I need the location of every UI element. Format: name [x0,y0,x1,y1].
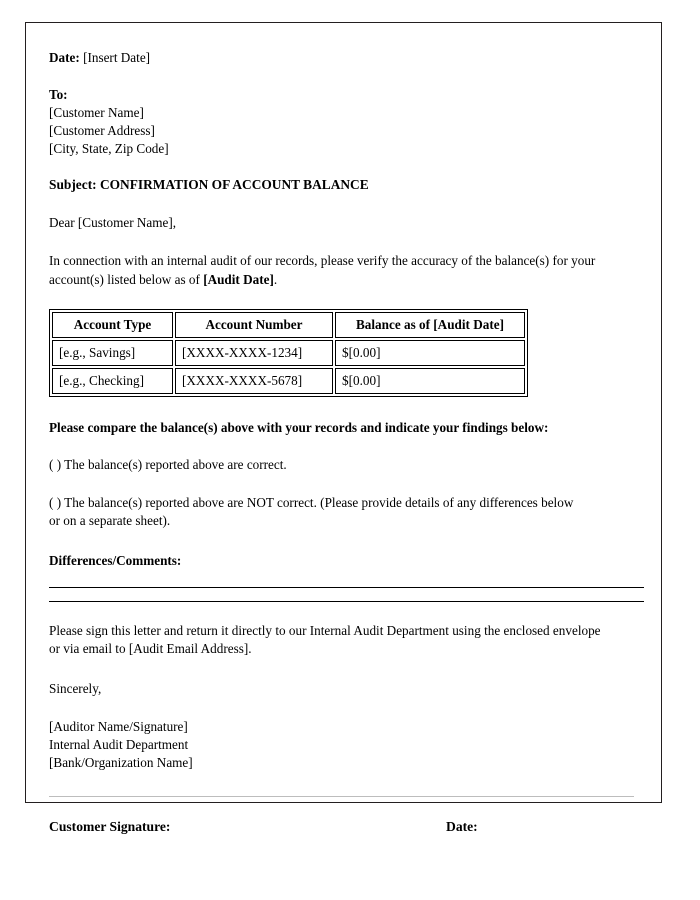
table-row [52,368,525,394]
comment-write-line-1 [49,587,644,588]
to-label: To: [49,87,68,102]
compare-instruction: Please compare the balance(s) above with your records and indicate your findings below: [49,420,549,435]
option-balance-correct[interactable]: ( ) The balance(s) reported above are correct. [49,457,287,472]
footer-divider [49,796,634,797]
date-line [49,49,644,67]
differences-comments-label: Differences/Comments: [49,552,182,568]
date-label: Date: [49,50,80,65]
header-account-type: Account Type [52,312,173,338]
comment-write-line-2 [49,601,644,602]
document-page-frame [25,22,662,834]
subject-label: Subject: [49,177,97,192]
return-instruction: Please sign this letter and return it directly to our Internal Audit Department using the enclosed envelope or via email to [Audit Email Address]. [49,622,601,656]
intro-audit-date: [Audit Date] [203,271,274,287]
balance-table-wrapper [49,309,644,397]
cell-account-type: [e.g., Savings] [52,340,173,366]
table-row [52,340,525,366]
recipient-block [49,86,644,158]
cell-account-number: [XXXX-XXXX-1234] [175,340,333,366]
cell-balance: $[0.00] [335,340,525,366]
footer-date-label: Date: [446,818,478,834]
auditor-name: [Auditor Name/Signature] [49,718,188,734]
closing: Sincerely, [49,680,102,696]
cell-balance: $[0.00] [335,368,525,394]
date-value: [Insert Date] [83,50,151,65]
cell-account-type: [e.g., Checking] [52,368,173,394]
intro-text-before: In connection with an internal audit of our records, please verify the accuracy of the balance(s) for your account(s) listed below as of [49,253,596,287]
intro-text-after: . [273,271,278,287]
recipient-city-state-zip: [City, State, Zip Code] [49,141,169,156]
sender-signature-block [49,718,644,772]
header-account-number: Account Number [175,312,333,338]
customer-signature-label: Customer Signature: [49,818,171,834]
recipient-address: [Customer Address] [49,123,155,138]
auditor-organization: [Bank/Organization Name] [49,754,193,770]
option-balance-not-correct[interactable]: ( ) The balance(s) reported above are NOT correct. (Please provide details of any differences below or on a separate sheet). [49,494,574,528]
signature-footer-row [49,819,644,849]
header-balance: Balance as of [Audit Date] [335,312,525,338]
cell-account-number: [XXXX-XXXX-5678] [175,368,333,394]
auditor-department: Internal Audit Department [49,736,189,752]
account-balance-table [49,309,528,397]
document-body [49,23,644,849]
recipient-name: [Customer Name] [49,105,144,120]
subject-line [49,176,644,194]
subject-value: CONFIRMATION OF ACCOUNT BALANCE [99,177,369,192]
table-header-row [52,312,525,338]
salutation: Dear [Customer Name], [49,215,177,230]
intro-paragraph [49,252,597,289]
